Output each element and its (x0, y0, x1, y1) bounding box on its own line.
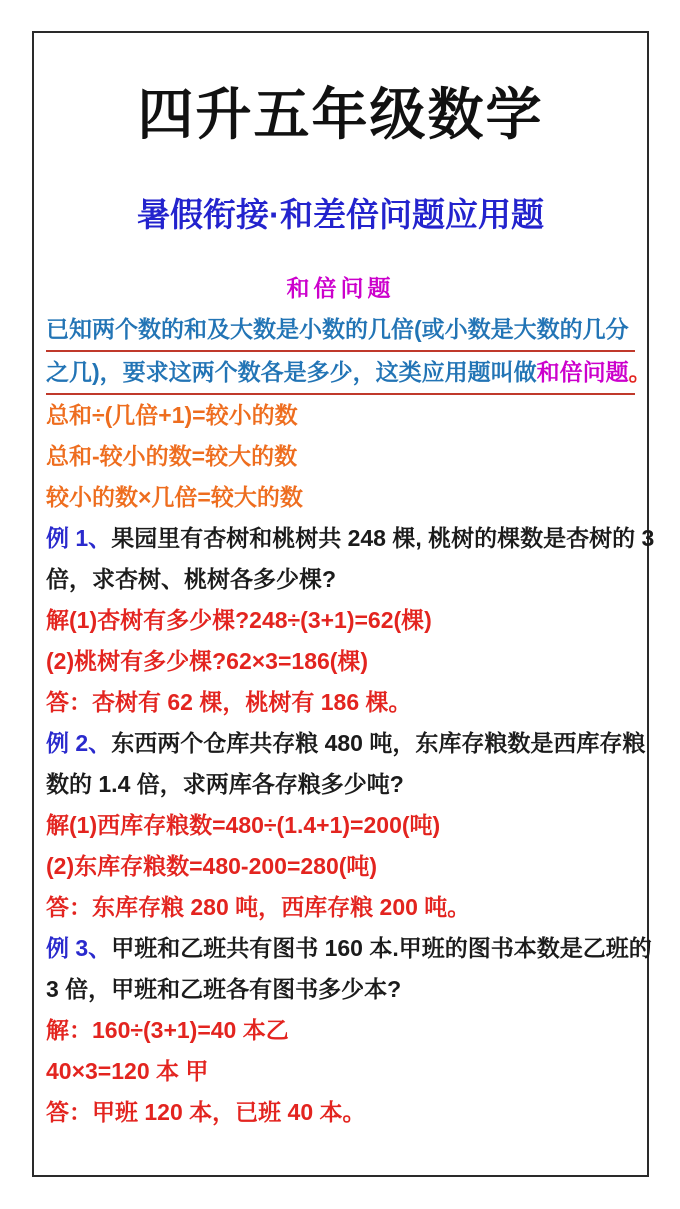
formula-line-3: 较小的数×几倍=较大的数 (46, 484, 303, 510)
example-block-3 (46, 928, 652, 1133)
solution-line: 解(1)西库存粮数=480÷(1.4+1)=200(吨) (46, 812, 441, 838)
definition-text-2: 之几)，要求这两个数各是多少，这类应用题叫做 (46, 359, 537, 385)
problem-line (46, 518, 655, 559)
answer-line: 答：东库存粮 280 吨，西库存粮 200 吨。 (46, 894, 471, 920)
solution-line: 40×3=120 本 甲 (46, 1058, 209, 1084)
problem-line (46, 928, 652, 969)
problem-text: 果园里有杏树和桃树共 248 棵, 桃树的棵数是杏树的 3 (111, 525, 655, 551)
example-label: 例 2、 (46, 730, 112, 756)
problem-line: 数的 1.4 倍，求两库各存粮多少吨? (46, 771, 404, 797)
formula-line-2: 总和-较小的数=较大的数 (46, 443, 298, 469)
formula-line-1: 总和÷(几倍+1)=较小的数 (46, 402, 298, 428)
highlight-term: 和倍问题 (536, 359, 629, 385)
highlight-term-period: 。 (628, 359, 652, 385)
example-label: 例 3、 (46, 935, 112, 961)
solution-line: (2)桃树有多少棵?62×3=186(棵) (46, 648, 369, 674)
page-border-frame (32, 31, 655, 1177)
example-block-1 (46, 518, 655, 723)
definition-line-1 (46, 309, 635, 352)
example-block-2 (46, 723, 646, 928)
worksheet-content (34, 82, 655, 1133)
page-title: 四升五年级数学 (137, 82, 544, 148)
problem-text: 东西两个仓库共存粮 480 吨，东库存粮数是西库存粮 (111, 730, 646, 756)
problem-line (46, 723, 646, 764)
answer-line: 答：甲班 120 本，已班 40 本。 (46, 1099, 366, 1125)
definition-text-1: 已知两个数的和及大数是小数的几倍(或小数是大数的几分 (46, 316, 629, 342)
worksheet-body (46, 309, 655, 1133)
answer-line: 答：杏树有 62 棵，桃树有 186 棵。 (46, 689, 412, 715)
section-heading: 和倍问题 (286, 275, 395, 301)
problem-line: 倍，求杏树、桃树各多少棵? (46, 566, 337, 592)
example-label: 例 1、 (46, 525, 112, 551)
page-subtitle: 暑假衔接·和差倍问题应用题 (137, 196, 544, 233)
problem-line: 3 倍，甲班和乙班各有图书多少本? (46, 976, 402, 1002)
solution-line: (2)东库存粮数=480-200=280(吨) (46, 853, 378, 879)
definition-line-2 (46, 352, 652, 395)
solution-line: 解(1)杏树有多少棵?248÷(3+1)=62(棵) (46, 607, 432, 633)
problem-text: 甲班和乙班共有图书 160 本.甲班的图书本数是乙班的 (111, 935, 652, 961)
solution-line: 解：160÷(3+1)=40 本乙 (46, 1017, 289, 1043)
